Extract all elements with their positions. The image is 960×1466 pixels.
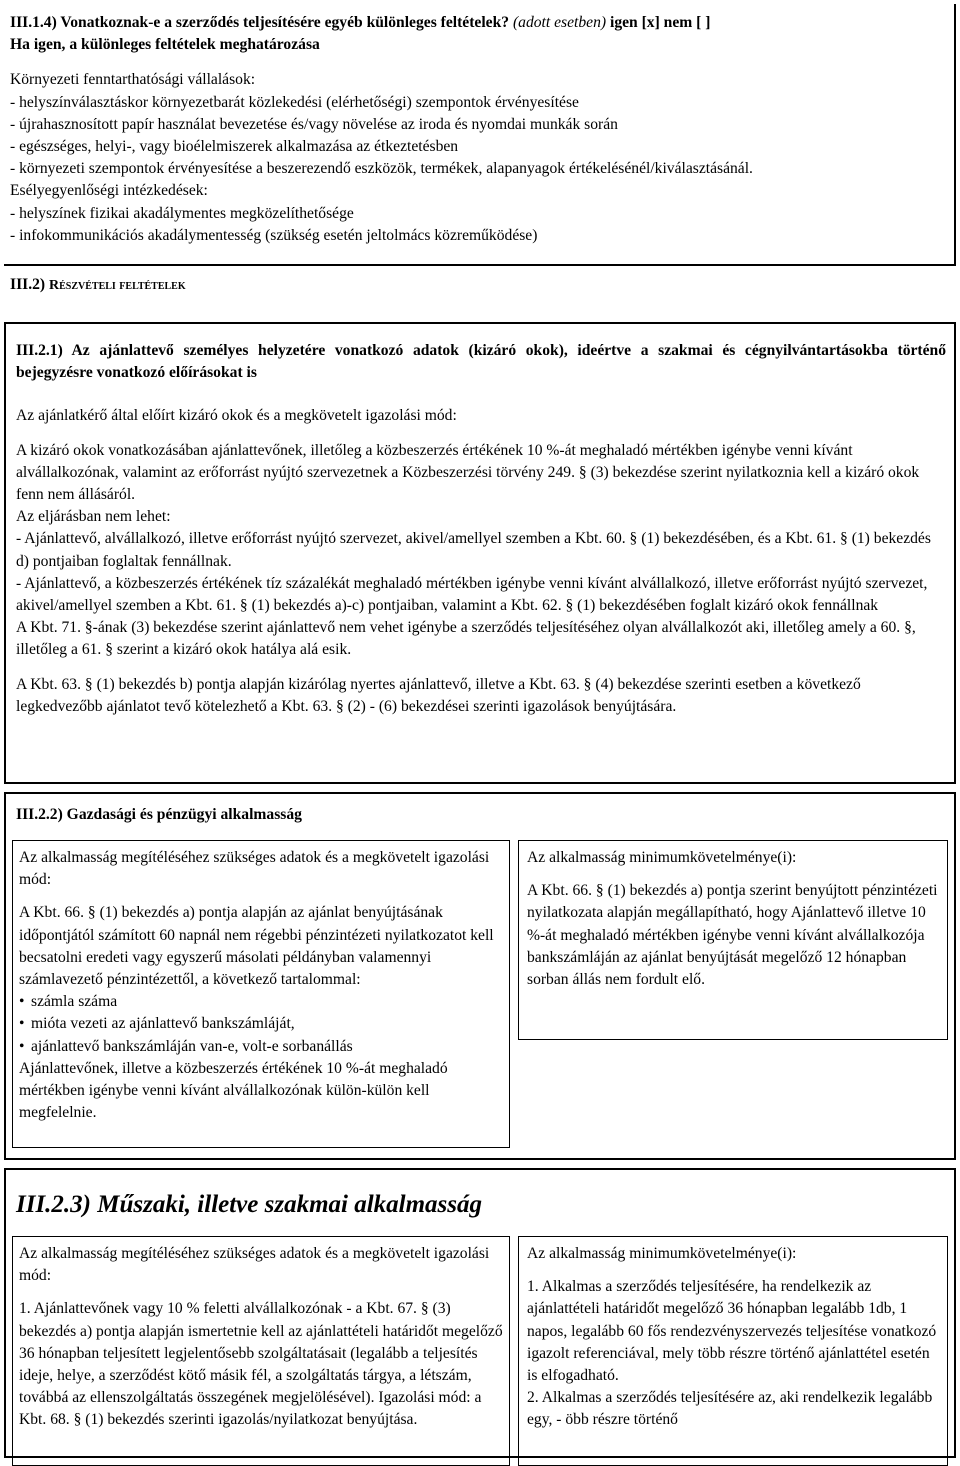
line: - környezeti szempontok érvényesítése a beszerezendő eszközök, termékek, alapanyagok értékelésénél/kiválasztásánál. [10, 160, 753, 178]
right-heading: Az alkalmasság minimumkövetelménye(i): [527, 849, 797, 866]
paragraph: A kizáró okok vonatkozásában ajánlattevőnek, illetőleg a közbeszerzés értékének 10 %-át meghaladó mértékben igénybe venni kívánt alvállalkozónak, valamint az erőforrást nyújtó szervezetnek a Közbeszerzési törvény 249. § (3) bekezdése szerint nyilatkoznia kell a kizáró okok fenn nem állásáról. [16, 441, 920, 504]
paragraph: A Kbt. 63. § (1) bekezdés b) pontja alapján kizárólag nyertes ajánlattevő, illetve a Kbt. 63. § (4) bekezdése szerinti esetben a következő legkedvezőbb ajánlatot tevő kötelezhető a Kbt. 63. § (2) - (6) bekezdései szerinti igazolások benyújtására. [16, 675, 861, 715]
list-item: • ajánlattevő bankszámláján van-e, volt-e sorbanállás [19, 1036, 503, 1058]
list-item: • mióta vezeti az ajánlattevő bankszámláját, [19, 1013, 503, 1035]
right-heading: Az alkalmasság minimumkövetelménye(i): [527, 1245, 797, 1262]
section-2-2-title: III.2.2) Gazdasági és pénzügyi alkalmasság [16, 806, 302, 823]
line: - újrahasznosított papír használat bevezetése és/vagy növelése az iroda és nyomdai munkák során [10, 115, 618, 133]
section-2-3-left-cell [12, 1236, 510, 1466]
section-2-2-right-cell [518, 840, 948, 1040]
section-2-1-title: III.2.1) Az ajánlattevő személyes helyzetére vonatkozó adatok (kizáró okok), ideértve a szakmai és cégnyilvántartásokba történő bejegyzésre vonatkozó előírásokat is [16, 342, 946, 382]
left-body: 1. Ajánlattevőnek vagy 10 % feletti alvállalkozónak - a Kbt. 67. § (3) bekezdés a) pontja alapján ismertetnie kell az ajánlattételi határidőt megelőző 36 hónapban teljesített legjelentősebb szolgáltatásait (legalább a teljesítés ideje, helye, a szerződést kötő másik fél, a szolgáltatás tárgya, a létszám, továbbá az ellenszolgáltatás összegének megjelölésével). Igazolási mód: a Kbt. 68. § (1) bekezdés szerinti igazolás/nyilatkozat benyújtása. [19, 1300, 503, 1429]
paragraph: Az eljárásban nem lehet: [16, 508, 171, 526]
paragraph: A Kbt. 71. §-ának (3) bekezdése szerint ajánlattevő nem vehet igénybe a szerződés teljesítéséhez olyan alvállalkozót aki, illetőleg amely a 60. §, illetőleg a 61. § szerint a kizáró okok hatálya alá esik. [16, 619, 916, 659]
section-2-3-box [4, 1168, 956, 1458]
line: - egészséges, helyi-, vagy bioélelmiszerek alkalmazása az étkeztetésben [10, 138, 459, 156]
right-body: 2. Alkalmas a szerződés teljesítésére az, aki rendelkezik legalább egy, - öbb részre történő [527, 1389, 933, 1429]
right-body: A Kbt. 66. § (1) bekezdés a) pontja szerint benyújtott pénzintézeti nyilatkozata alapján megállapítható, hogy Ajánlattevő illetve 10 %-át meghaladó mértékben igénybe venni kívánt alvállalkozója bankszámláján az ajánlat benyújtását megelőző 12 hónapban sorban állás nem fordult elő. [527, 882, 938, 989]
left-heading: Az alkalmasság megítéléséhez szükséges adatok és a megkövetelt igazolási mód: [19, 1245, 490, 1285]
section-2-2-box [4, 792, 956, 1160]
paragraph: - Ajánlattevő, a közbeszerzés értékének tíz százalékát meghaladó mértékben igénybe venni kívánt alvállalkozó, illetve erőforrást nyújtó szervezet, akivel/amellyel szemben a Kbt. 61. § (1) bekezdés a)-c) pontjaiban, valamint a Kbt. 62. § (1) bekezdésében foglalt kizáró okok fennállnak [16, 574, 928, 615]
section-2-heading: III.2) Részvételi feltételek [10, 276, 186, 293]
line: - helyszínek fizikai akadálymentes megközelíthetősége [10, 204, 354, 222]
right-body: 1. Alkalmas a szerződés teljesítésére, ha rendelkezik az ajánlattételi határidőt megelőző 36 hónapban legalább 1db, 1 napos, legalább 60 fős rendezvényszervezés teljesítése vonatkozó igazolt referenciával, mely több részre történő ajánlattétel esetén is elfogadható. [527, 1278, 937, 1385]
left-body: A Kbt. 66. § (1) bekezdés a) pontja alapján az ajánlat benyújtásának időpontjától számított 60 napnál nem régebbi pénzintézeti nyilatkozatot kell becsatolni eredeti vagy egyszerű másolati példányban valamennyi számlavezető pénzintézettől, a következő tartalommal: [19, 904, 494, 989]
line: - helyszínválasztáskor környezetbarát közlekedési (elérhetőségi) szempontok érvényesítése [10, 93, 579, 111]
section-1-4-title: III.1.4) Vonatkoznak-e a szerződés teljesítésére egyéb különleges feltételek? (adott esetben) igen [x] nem [ ] [10, 14, 711, 31]
left-heading: Az alkalmasság megítéléséhez szükséges adatok és a megkövetelt igazolási mód: [19, 849, 490, 889]
line: - infokommunikációs akadálymentesség (szükség esetén jeltolmács közreműködése) [10, 226, 538, 244]
section-2-3-right-cell [518, 1236, 948, 1466]
line: Esélyegyenlőségi intézkedések: [10, 182, 208, 200]
line: Környezeti fenntarthatósági vállalások: [10, 71, 256, 89]
paragraph: - Ajánlattevő, alvállalkozó, illetve erőforrást nyújtó szervezet, akivel/amellyel szemben a Kbt. 60. § (1) bekezdésében, és a Kbt. 61. § (1) bekezdés d) pontjaiban foglaltak fennállnak. [16, 530, 931, 570]
left-tail: Ajánlattevőnek, illetve a közbeszerzés értékének 10 %-át meghaladó mértékben igénybe venni kívánt alvállalkozónak külön-külön kell megfelelnie. [19, 1059, 448, 1122]
section-2-1-box [4, 322, 956, 784]
section-1-4-subtitle: Ha igen, a különleges feltételek meghatározása [10, 36, 320, 54]
section-1-4-box [4, 4, 956, 266]
section-2-3-title: III.2.3) Műszaki, illetve szakmai alkalmasság [16, 1191, 483, 1218]
list-item: • számla száma [19, 991, 503, 1013]
section-2-2-left-cell [12, 840, 510, 1148]
intro: Az ajánlatkérő által előírt kizáró okok és a megkövetelt igazolási mód: [16, 407, 457, 425]
